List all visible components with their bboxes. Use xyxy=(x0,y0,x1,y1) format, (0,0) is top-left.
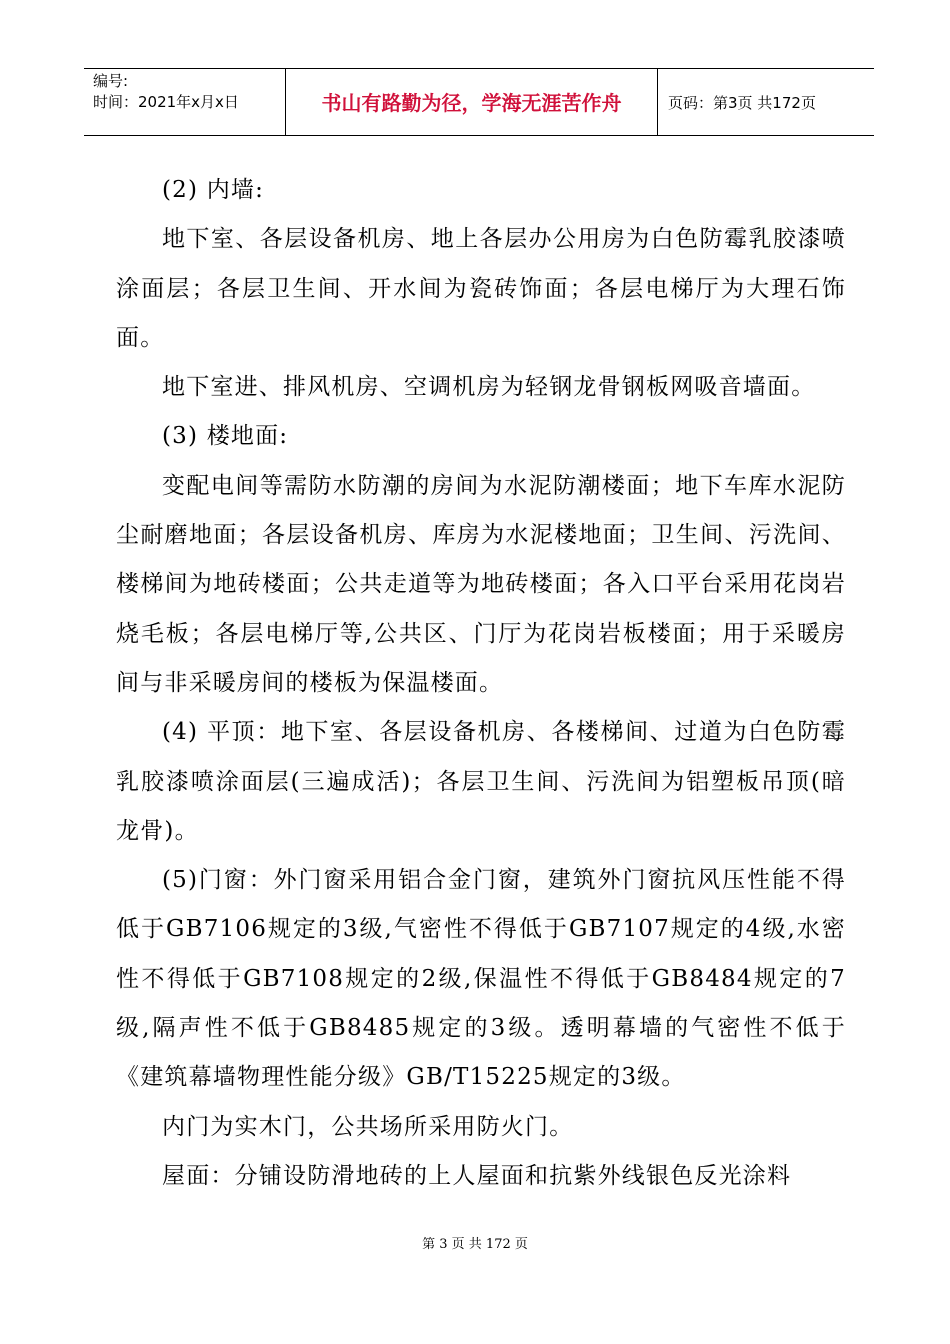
paragraph: (5)门窗：外门窗采用铝合金门窗，建筑外门窗抗风压性能不得低于GB7106规定的3级,气密性不得低于GB7107规定的4级,水密性不得低于GB7108规定的2级,保温性不得低于GB8484规定的7级,隔声性不低于GB8485规定的3级。透明幕墙的气密性不低于《建筑幕墙物理性能分级》GB/T15225规定的3级。 xyxy=(116,867,846,1091)
paragraph: 屋面：分铺设防滑地砖的上人屋面和抗紫外线银色反光涂料 xyxy=(162,1162,792,1189)
header-page-info: 页码：第3页 共172页 xyxy=(668,94,816,112)
paragraph: 地下室进、排风机房、空调机房为轻钢龙骨钢板网吸音墙面。 xyxy=(162,374,816,401)
document-body xyxy=(116,166,846,1201)
page-header xyxy=(84,68,874,136)
section-heading-floors: (3) 楼地面: xyxy=(162,423,289,450)
section-heading-interior-walls: (2) 内墙: xyxy=(162,177,265,203)
document-time: 时间：2021年x月x日 xyxy=(93,93,239,111)
paragraph: 内门为实木门，公共场所采用防火门。 xyxy=(162,1113,574,1140)
paragraph: 变配电间等需防水防潮的房间为水泥防潮楼面；地下车库水泥防尘耐磨地面；各层设备机房、库房为水泥楼地面；卫生间、污洗间、楼梯间为地砖楼面；公共走道等为地砖楼面；各入口平台采用花岗岩烧毛板；各层电梯厅等,公共区、门厅为花岗岩板楼面；用于采暖房间与非采暖房间的楼板为保温楼面。 xyxy=(116,472,846,696)
paragraph: (4) 平顶：地下室、各层设备机房、各楼梯间、过道为白色防霉乳胶漆喷涂面层(三遍成活)；各层卫生间、污洗间为铝塑板吊顶(暗龙骨)。 xyxy=(116,719,846,844)
paragraph: 地下室、各层设备机房、地上各层办公用房为白色防霉乳胶漆喷涂面层；各层卫生间、开水间为瓷砖饰面；各层电梯厅为大理石饰面。 xyxy=(116,226,846,351)
header-motto: 书山有路勤为径，学海无涯苦作舟 xyxy=(286,69,658,135)
header-meta xyxy=(84,69,286,135)
page-footer: 第 3 页 共 172 页 xyxy=(422,1237,528,1252)
document-number-label: 编号: xyxy=(93,72,129,90)
